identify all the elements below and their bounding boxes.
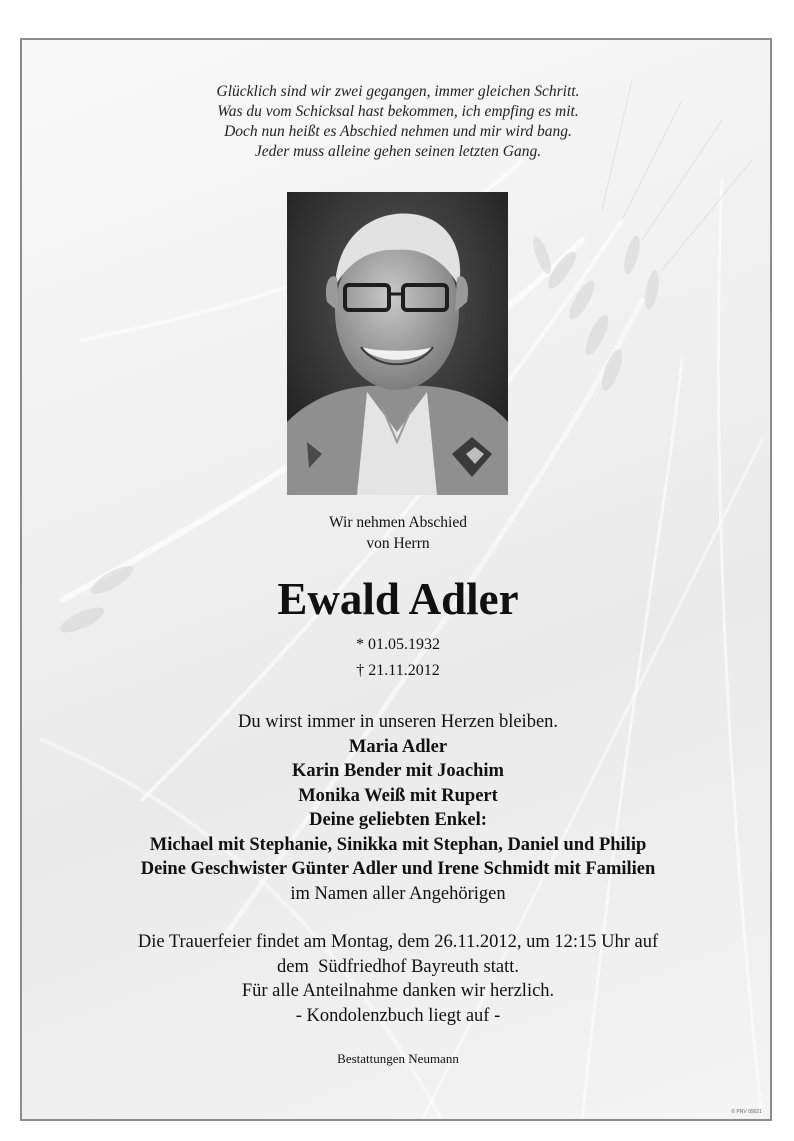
memorial-poem (22, 82, 772, 162)
deceased-name: Ewald Adler (277, 574, 519, 624)
mourner-line: Michael mit Stephanie, Sinikka mit Stephan, Daniel und Philip (149, 834, 647, 855)
publisher-mark: © PNV 09021 (731, 1109, 762, 1115)
portrait-photo (287, 192, 508, 495)
intro-line: von Herrn (366, 535, 430, 552)
ceremony-line: Die Trauerfeier findet am Montag, dem 26.11.2012, um 12:15 Uhr auf (137, 932, 659, 952)
obituary-card (20, 38, 772, 1121)
funeral-ceremony-info (22, 930, 772, 1028)
poem-line: Was du vom Schicksal hast bekommen, ich empfing es mit. (217, 103, 579, 120)
mourner-line: Deine Geschwister Günter Adler und Irene Schmidt mit Familien (140, 859, 656, 879)
poem-line: Doch nun heißt es Abschied nehmen und mir wird bang. (224, 123, 572, 140)
ceremony-line: - Kondolenzbuch liegt auf - (295, 1005, 501, 1026)
message-opening: Du wirst immer in unseren Herzen bleiben. (237, 712, 559, 732)
poem-line: Glücklich sind wir zwei gegangen, immer gleichen Schritt. (216, 83, 580, 100)
farewell-intro (22, 512, 772, 554)
poem-line: Jeder muss alleine gehen seinen letzten Gang. (254, 143, 542, 160)
message-closing: im Namen aller Angehörigen (290, 883, 506, 904)
mourner-line: Monika Weiß mit Rupert (298, 785, 498, 806)
intro-line: Wir nehmen Abschied (329, 514, 467, 531)
ceremony-line: Für alle Anteilnahme danken wir herzlich. (241, 981, 555, 1001)
mourner-line: Karin Bender mit Joachim (292, 761, 504, 781)
ceremony-line: dem Südfriedhof Bayreuth statt. (277, 956, 519, 977)
death-date: † 21.11.2012 (356, 662, 440, 679)
mourner-line: Maria Adler (348, 736, 448, 757)
mourners-message (22, 710, 772, 906)
birth-date: * 01.05.1932 (356, 636, 440, 653)
life-dates (22, 632, 772, 684)
mourner-line: Deine geliebten Enkel: (309, 810, 487, 830)
funeral-home-name: Bestattungen Neumann (337, 1051, 459, 1066)
